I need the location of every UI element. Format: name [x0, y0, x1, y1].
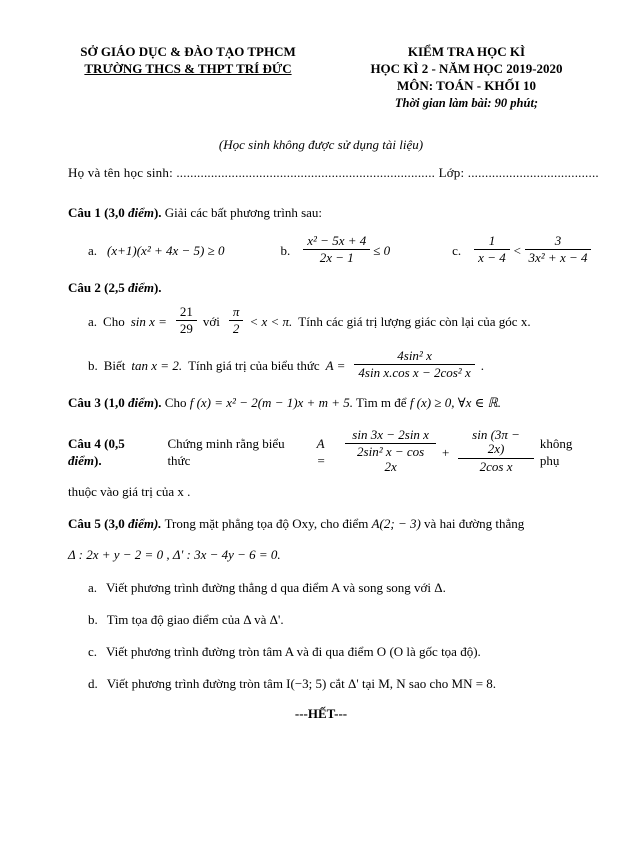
- q4-text-post: không phụ: [539, 436, 573, 468]
- question-3-close: ).: [153, 394, 162, 410]
- question-5-points: điểm: [127, 516, 154, 532]
- q5-intro-2: và hai đường thẳng: [424, 516, 525, 532]
- q2-item-a: [88, 303, 601, 339]
- q5-item-a: [88, 580, 601, 597]
- question-1-points: điểm: [127, 204, 154, 220]
- page-header: [68, 44, 601, 111]
- fraction: [345, 428, 436, 475]
- fraction-numerator: π: [229, 305, 244, 322]
- question-4-close: ).: [94, 452, 102, 468]
- item-text: Viết phương trình đường tròn tâm A và đi qua điểm O (O là gốc tọa độ).: [106, 643, 481, 659]
- q4-text-pre: Chứng minh rằng biểu thức: [167, 436, 285, 468]
- item-label: c.: [88, 643, 98, 659]
- exam-term: HỌC KÌ 2 - NĂM HỌC 2019-2020: [370, 60, 563, 76]
- q1-item-b: [280, 232, 391, 268]
- end-marker: ---HẾT---: [294, 705, 348, 721]
- fraction: [176, 305, 197, 337]
- q4-continuation: thuộc vào giá trị của x .: [68, 484, 191, 500]
- q2b-text-pre: Biết: [103, 358, 126, 374]
- q2a-text-pre: Cho: [103, 314, 125, 330]
- q4-A-equals: A =: [316, 436, 326, 468]
- fraction: [525, 234, 592, 266]
- question-1-intro: Giải các bất phương trình sau:: [164, 204, 323, 220]
- item-label: b.: [88, 611, 98, 627]
- fraction-denominator: 2x − 1: [319, 250, 354, 266]
- question-5-close: ).: [153, 516, 162, 532]
- fraction-denominator: 3x² + x − 4: [528, 250, 588, 266]
- header-exam-block: [332, 44, 601, 111]
- item-label: c.: [452, 243, 462, 259]
- q2b-text-mid: Tính giá trị của biểu thức: [188, 358, 320, 374]
- item-label: b.: [280, 243, 291, 259]
- exam-subject: MÔN: TOÁN - KHỐI 10: [397, 77, 536, 93]
- fraction-numerator: x² − 5x + 4: [303, 234, 370, 251]
- question-4-points: điểm: [68, 452, 94, 468]
- q2b-A-equals: A =: [325, 358, 346, 374]
- exam-title: KIỂM TRA HỌC KÌ: [407, 44, 526, 59]
- q2a-text-post: Tính các giá trị lượng giác còn lại của góc x.: [298, 314, 531, 330]
- student-name-label: Họ và tên học sinh:: [68, 164, 173, 180]
- fraction-denominator: 2: [232, 321, 240, 337]
- question-1-number: Câu 1 (3,0: [68, 204, 128, 220]
- q3-condition: f (x) ≥ 0, ∀x ∈ ℝ.: [409, 394, 502, 410]
- q3-text-pre: Cho: [164, 394, 187, 410]
- q2a-text-mid: với: [202, 314, 220, 330]
- item-label: a.: [88, 314, 98, 330]
- inequality-b-relation: ≤ 0: [373, 243, 391, 259]
- q2a-condition: < x < π.: [249, 314, 293, 330]
- question-2-close: ).: [153, 279, 162, 295]
- q5-line-equations: Δ : 2x + y − 2 = 0 , Δ' : 3x − 4y − 6 = 0.: [68, 547, 281, 563]
- fraction-numerator: 3: [525, 234, 592, 251]
- q5-item-b: [88, 612, 601, 629]
- question-1-items: [68, 232, 601, 268]
- fraction: [229, 305, 244, 337]
- fraction-numerator: 1: [474, 234, 510, 251]
- fraction-numerator: 4sin² x: [354, 349, 474, 366]
- exam-duration: Thời gian làm bài: 90 phút;: [394, 95, 539, 110]
- item-text: Tìm tọa độ giao điểm của Δ và Δ'.: [106, 611, 284, 627]
- fraction: [474, 234, 510, 266]
- student-info-line: [68, 165, 601, 182]
- student-name-blank: ...........................................................................: [176, 164, 436, 180]
- fraction: [354, 349, 474, 381]
- fraction: [458, 428, 534, 475]
- question-3-points: điểm: [127, 394, 154, 410]
- fraction: [303, 234, 370, 266]
- header-school-block: [68, 44, 308, 77]
- q3-text-mid: Tìm m để: [356, 394, 407, 410]
- q5-item-d: [88, 676, 601, 693]
- q2b-period: .: [480, 358, 484, 374]
- question-5-number: Câu 5 (3,0: [68, 516, 128, 532]
- q5-item-c: [88, 644, 601, 661]
- fraction-denominator: 29: [179, 321, 193, 337]
- question-3-number: Câu 3 (1,0: [68, 394, 128, 410]
- item-label: a.: [88, 579, 98, 595]
- question-4: [68, 426, 601, 477]
- item-text: Viết phương trình đường tròn tâm I(−3; 5) cắt Δ' tại M, N sao cho MN = 8.: [106, 675, 497, 691]
- q2b-given: tan x = 2.: [131, 358, 183, 374]
- question-1-heading: [68, 205, 601, 222]
- question-3: [68, 395, 601, 412]
- question-1-close: ).: [153, 204, 162, 220]
- q5-point-A: A(2; − 3): [371, 516, 421, 532]
- fraction-denominator: 4sin x.cos x − 2cos² x: [358, 365, 471, 381]
- question-2-heading: [68, 280, 601, 297]
- item-label: d.: [88, 675, 98, 691]
- inequality-a: (x+1)(x² + 4x − 5) ≥ 0: [107, 243, 225, 259]
- fraction-denominator: 2cos x: [479, 458, 513, 474]
- exam-note: (Học sinh không được sử dụng tài liệu): [218, 136, 424, 152]
- q1-item-a: [88, 243, 225, 260]
- department-name: SỞ GIÁO DỤC & ĐÀO TẠO TPHCM: [80, 44, 296, 59]
- fraction-numerator: sin (3π − 2x): [458, 428, 534, 459]
- inequality-c-relation: <: [512, 243, 522, 259]
- fraction-denominator: 2sin² x − cos 2x: [357, 444, 425, 474]
- question-2-points: điểm: [127, 279, 154, 295]
- fraction-numerator: sin 3x − 2sin x: [345, 428, 436, 445]
- item-text: Viết phương trình đường thẳng d qua điểm A và song song với Δ.: [106, 579, 446, 595]
- plus-sign: +: [441, 444, 450, 460]
- item-label: b.: [88, 358, 98, 374]
- q3-function: f (x) = x² − 2(m − 1)x + m + 5.: [189, 394, 353, 410]
- question-5-heading: [68, 516, 601, 533]
- class-label: Lớp:: [438, 164, 465, 180]
- q2-item-b: [88, 347, 601, 383]
- question-4-number: Câu 4 (0,5: [68, 436, 125, 452]
- class-blank: ......................................: [467, 164, 599, 180]
- school-name: TRƯỜNG THCS & THPT TRÍ ĐỨC: [84, 60, 292, 76]
- question-2-number: Câu 2 (2,5: [68, 279, 128, 295]
- q1-item-c: [452, 232, 594, 268]
- fraction-numerator: 21: [176, 305, 197, 322]
- q2a-sin-equation: sin x =: [130, 314, 167, 330]
- q5-intro-1: Trong mặt phẳng tọa độ Oxy, cho điểm: [164, 516, 369, 532]
- item-label: a.: [88, 243, 98, 259]
- fraction-denominator: x − 4: [478, 250, 506, 266]
